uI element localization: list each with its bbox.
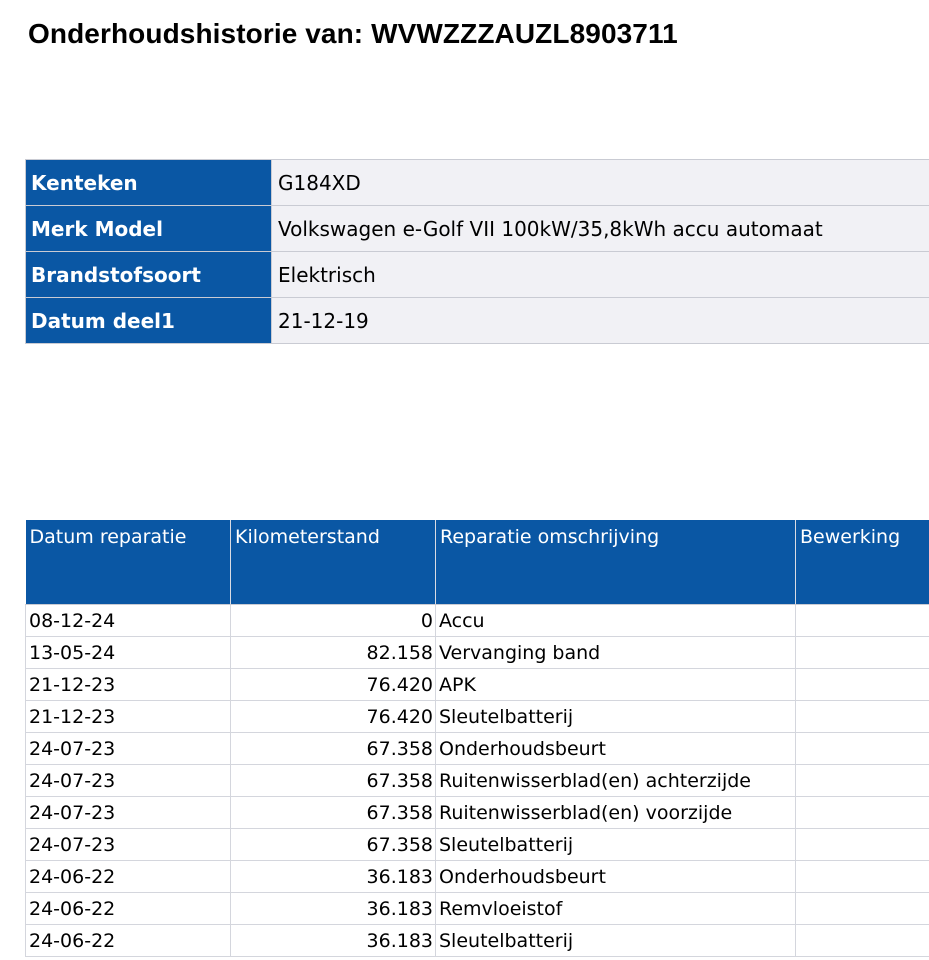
cell-bewerking	[796, 637, 929, 669]
cell-date: 08-12-24	[26, 605, 231, 637]
cell-date: 24-06-22	[26, 925, 231, 957]
cell-date: 21-12-23	[26, 669, 231, 701]
cell-kilometerstand: 76.420	[231, 669, 436, 701]
cell-description: Onderhoudsbeurt	[436, 861, 796, 893]
cell-description: Ruitenwisserblad(en) achterzijde	[436, 765, 796, 797]
cell-date: 21-12-23	[26, 701, 231, 733]
table-row	[26, 893, 929, 925]
cell-kilometerstand: 36.183	[231, 893, 436, 925]
cell-kilometerstand: 36.183	[231, 861, 436, 893]
cell-bewerking	[796, 733, 929, 765]
vehicle-info-label-brandstofsoort: Brandstofsoort	[26, 252, 272, 298]
history-rows	[26, 605, 929, 957]
cell-kilometerstand: 67.358	[231, 797, 436, 829]
cell-date: 24-07-23	[26, 797, 231, 829]
cell-bewerking	[796, 829, 929, 861]
table-row	[26, 605, 929, 637]
cell-date: 24-07-23	[26, 733, 231, 765]
table-row	[26, 829, 929, 861]
vehicle-info-value-datum-deel1: 21-12-19	[272, 298, 929, 344]
cell-description: Remvloeistof	[436, 893, 796, 925]
cell-kilometerstand: 67.358	[231, 829, 436, 861]
cell-kilometerstand: 76.420	[231, 701, 436, 733]
vehicle-info-row	[26, 298, 929, 344]
cell-bewerking	[796, 893, 929, 925]
column-header-bewerking: Bewerking	[796, 520, 929, 605]
column-header-kilometerstand: Kilometerstand	[231, 520, 436, 605]
page-title: Onderhoudshistorie van: WVWZZZAUZL8903711	[28, 18, 678, 49]
vehicle-info-value-kenteken: G184XD	[272, 160, 929, 206]
vehicle-info-value-brandstofsoort: Elektrisch	[272, 252, 929, 298]
table-row	[26, 669, 929, 701]
cell-description: Ruitenwisserblad(en) voorzijde	[436, 797, 796, 829]
table-row	[26, 765, 929, 797]
vehicle-info-label-datum-deel1: Datum deel1	[26, 298, 272, 344]
vehicle-info-row	[26, 252, 929, 298]
cell-bewerking	[796, 925, 929, 957]
history-header-row	[26, 520, 929, 605]
cell-date: 24-06-22	[26, 861, 231, 893]
vehicle-info-value-merk-model: Volkswagen e-Golf VII 100kW/35,8kWh accu automaat	[272, 206, 929, 252]
cell-kilometerstand: 0	[231, 605, 436, 637]
cell-date: 13-05-24	[26, 637, 231, 669]
table-row	[26, 637, 929, 669]
cell-date: 24-07-23	[26, 765, 231, 797]
table-row	[26, 733, 929, 765]
vehicle-info-label-merk-model: Merk Model	[26, 206, 272, 252]
column-header-reparatie-omschrijving: Reparatie omschrijving	[436, 520, 796, 605]
table-row	[26, 861, 929, 893]
vehicle-info-row	[26, 160, 929, 206]
cell-description: Onderhoudsbeurt	[436, 733, 796, 765]
vehicle-info-row	[26, 206, 929, 252]
table-row	[26, 925, 929, 957]
cell-description: Sleutelbatterij	[436, 829, 796, 861]
cell-kilometerstand: 36.183	[231, 925, 436, 957]
cell-kilometerstand: 67.358	[231, 765, 436, 797]
cell-bewerking	[796, 861, 929, 893]
cell-bewerking	[796, 797, 929, 829]
cell-date: 24-07-23	[26, 829, 231, 861]
cell-description: APK	[436, 669, 796, 701]
table-row	[26, 701, 929, 733]
maintenance-history-table	[25, 520, 929, 957]
column-header-datum-reparatie: Datum reparatie	[26, 520, 231, 605]
cell-description: Vervanging band	[436, 637, 796, 669]
cell-date: 24-06-22	[26, 893, 231, 925]
vehicle-info-label-kenteken: Kenteken	[26, 160, 272, 206]
cell-description: Sleutelbatterij	[436, 701, 796, 733]
cell-kilometerstand: 67.358	[231, 733, 436, 765]
table-row	[26, 797, 929, 829]
cell-bewerking	[796, 701, 929, 733]
cell-bewerking	[796, 765, 929, 797]
cell-kilometerstand: 82.158	[231, 637, 436, 669]
cell-bewerking	[796, 605, 929, 637]
cell-description: Sleutelbatterij	[436, 925, 796, 957]
cell-description: Accu	[436, 605, 796, 637]
cell-bewerking	[796, 669, 929, 701]
vehicle-info-table	[25, 159, 929, 344]
